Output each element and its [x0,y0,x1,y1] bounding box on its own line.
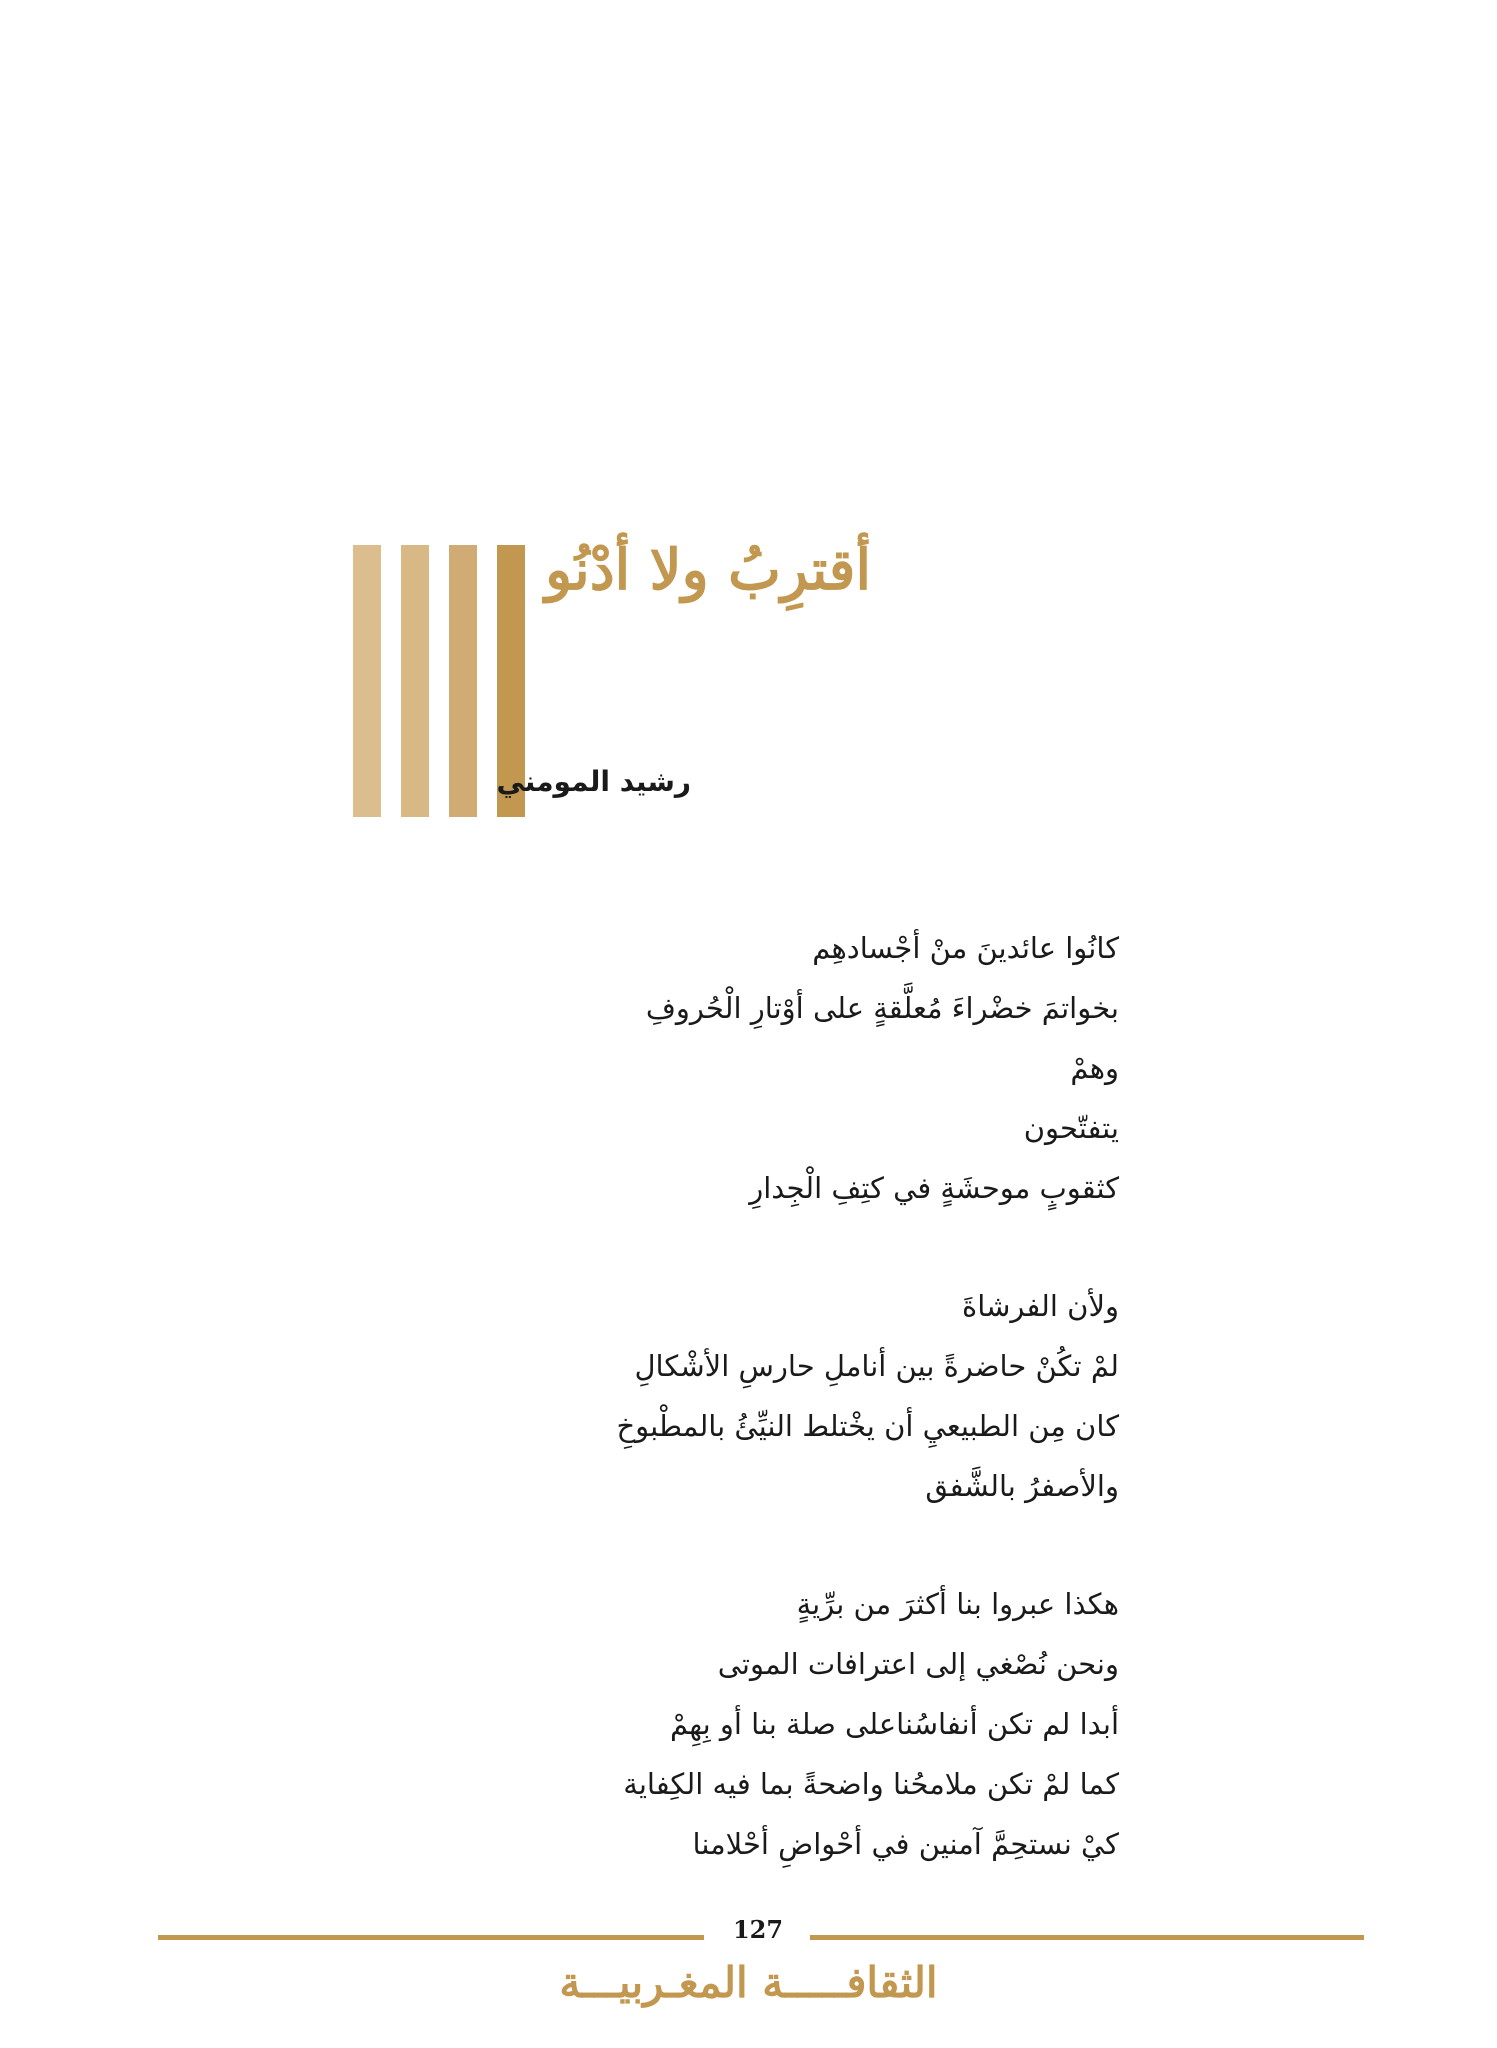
poem-line: بخواتمَ خضْراءَ مُعلَّقةٍ على أوْتارِ الْحُروفِ [645,991,1119,1025]
poem-line: كان مِن الطبيعيِ أن يخْتلط النيِّئُ بالمطْبوخِ [616,1409,1119,1443]
poem-stanza-2 [219,1276,1119,1516]
poem-line: ونحن نُصْغي إلى اعترافات الموتى [717,1647,1119,1681]
footer-rule-right [810,1935,1364,1940]
poem-line: كانُوا عائدينَ منْ أجْسادهِم [812,931,1119,965]
poem-line: وهمْ [1070,1051,1119,1085]
poem-line: كيْ نستحِمَّ آمنين في أحْواضِ أحْلامنا [692,1827,1119,1861]
poem-stanza-3 [219,1574,1119,1874]
decorative-bar-3 [449,545,477,817]
poem-body [219,918,1119,1874]
poem-line: لمْ تكُنْ حاضرةً بين أناملِ حارسِ الأشْكالِ [634,1349,1119,1383]
poem-line: ولأن الفرشاةَ [962,1289,1119,1323]
page-number: 127 [732,1915,784,1944]
article-author: رشيد المومني [496,765,691,798]
poem-line: يتفتّحون [1023,1111,1119,1145]
footer-rule-left [158,1935,704,1940]
poem-line: والأصفرُ بالشَّفق [925,1469,1119,1503]
magazine-name: الثقافـــــة المغـربيـــة [559,1958,938,2007]
article-title: أقترِبُ ولا أدْنُو [545,537,871,603]
poem-line: كما لمْ تكن ملامحُنا واضحةً بما فيه الكِفاية [623,1767,1119,1801]
poem-line: هكذا عبروا بنا أكثرَ من برِّيةٍ [796,1587,1119,1621]
poem-line: كثقوبٍ موحشَةٍ في كتِفِ الْجِدارِ [749,1171,1119,1205]
decorative-bar-1 [353,545,381,817]
poem-line: أبدا لم تكن أنفاسُناعلى صلة بنا أو بِهِمْ [669,1707,1119,1741]
poem-stanza-1 [219,918,1119,1218]
decorative-bar-2 [401,545,429,817]
